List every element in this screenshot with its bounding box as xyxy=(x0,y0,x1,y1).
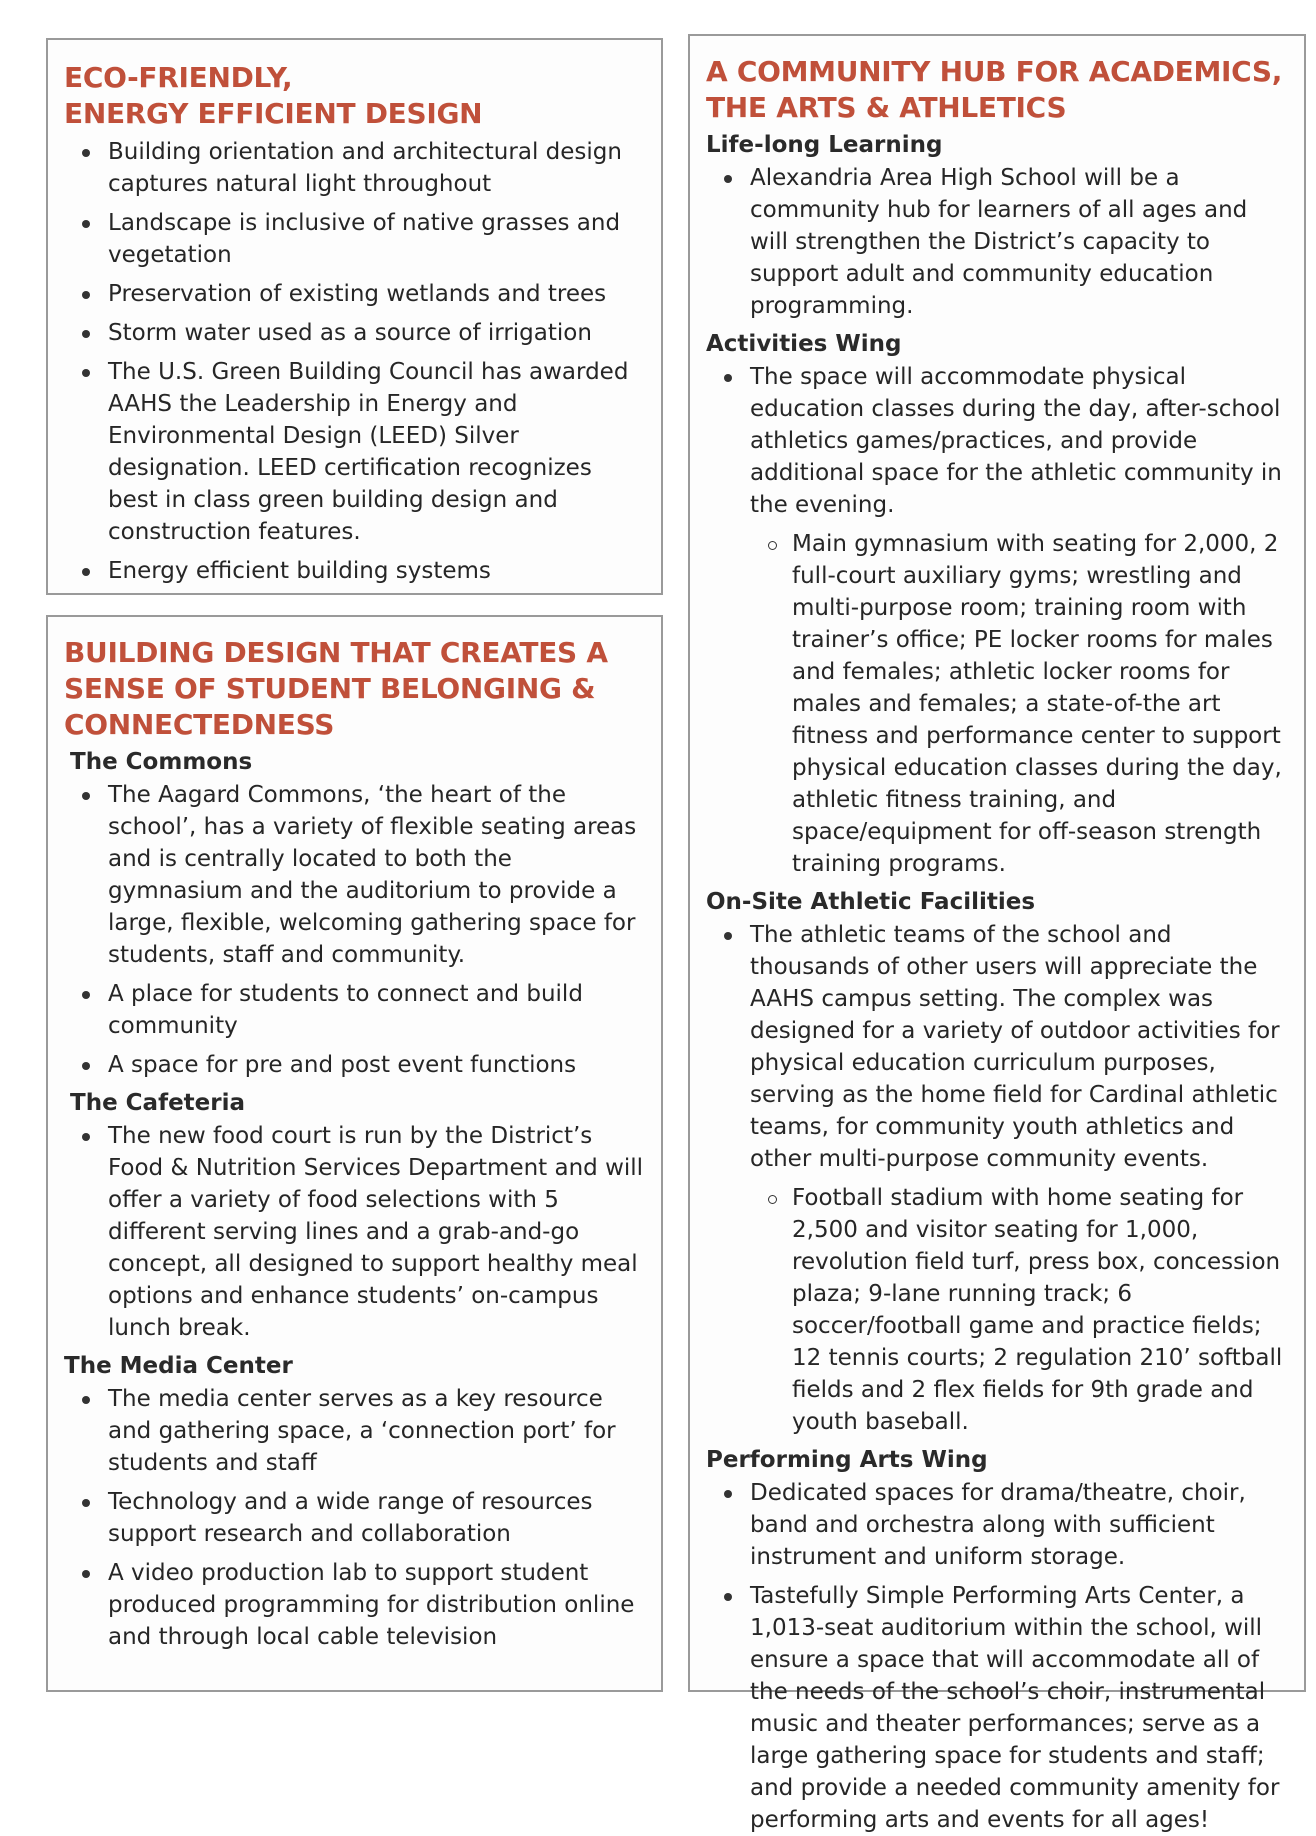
performing-arts-list xyxy=(706,1477,1288,1836)
list-item: The media center serves as a key resource and gathering space, a ‘connection port’ for students and staff xyxy=(74,1383,645,1479)
eco-friendly-title xyxy=(64,60,645,132)
eco-friendly-panel xyxy=(46,38,663,595)
media-center-heading: The Media Center xyxy=(64,1353,293,1379)
list-item: Preservation of existing wetlands and trees xyxy=(74,278,645,310)
commons-heading: The Commons xyxy=(70,749,253,775)
list-item: A place for students to connect and build community xyxy=(74,978,645,1042)
list-item: Landscape is inclusive of native grasses and vegetation xyxy=(74,207,645,271)
list-item: The space will accommodate physical education classes during the day, after-school athletics games/practices, and provide additional space for the athletic community in the evening. xyxy=(716,361,1288,521)
list-item: The athletic teams of the school and thousands of other users will appreciate the AAHS campus setting. The complex was designed for a variety of outdoor activities for physical education curriculum purposes, serving as the home field for Cardinal athletic teams, for community youth athletics and other multi-purpose community events. xyxy=(716,919,1288,1175)
list-item: The new food court is run by the District’s Food & Nutrition Services Department and will offer a variety of food selections with 5 different serving lines and a grab-and-go concept, all designed to support healthy meal options and enhance students’ on-campus lunch break. xyxy=(74,1120,645,1344)
sub-list-item: Football stadium with home seating for 2,500 and visitor seating for 1,000, revolution field turf, press box, concession plaza; 9-lane running track; 6 soccer/football game and practice fields; 12 tennis courts; 2 regulation 210’ softball fields and 2 flex fields for 9th grade and youth baseball. xyxy=(762,1182,1288,1438)
list-item: Tastefully Simple Performing Arts Center, a 1,013-seat auditorium within the school, will ensure a space that will accommodate all of the needs of the school’s choir, instrumental music and theater performances; serve as a large gathering space for students and staff; and provide a needed community amenity for performing arts and events for all ages! xyxy=(716,1580,1288,1836)
eco-title-line2: ENERGY EFFICIENT DESIGN xyxy=(64,97,483,130)
list-item: Energy efficient building systems xyxy=(74,555,645,587)
list-item: Technology and a wide range of resources support research and collaboration xyxy=(74,1486,645,1550)
activities-wing-list xyxy=(706,361,1288,880)
belonging-title xyxy=(64,635,645,743)
list-item: A space for pre and post event functions xyxy=(74,1049,645,1081)
eco-title-line1: ECO-FRIENDLY, xyxy=(64,61,293,94)
activities-wing-heading: Activities Wing xyxy=(706,331,902,357)
list-item: The U.S. Green Building Council has awarded AAHS the Leadership in Energy and Environmental Design (LEED) Silver designation. LEED certification recognizes best in class green building design and construction features. xyxy=(74,356,645,548)
eco-bullet-list xyxy=(64,136,645,587)
list-item: Dedicated spaces for drama/theatre, choir, band and orchestra along with sufficient instrument and uniform storage. xyxy=(716,1477,1288,1573)
belonging-title-line1: BUILDING DESIGN THAT CREATES A xyxy=(64,636,608,669)
list-item: Building orientation and architectural design captures natural light throughout xyxy=(74,136,645,200)
commons-list xyxy=(64,779,645,1081)
belonging-title-line2: SENSE OF STUDENT BELONGING & xyxy=(64,672,596,705)
community-hub-panel xyxy=(688,34,1306,1833)
cafeteria-list xyxy=(64,1120,645,1344)
student-belonging-panel xyxy=(46,615,663,1692)
belonging-title-line3: CONNECTEDNESS xyxy=(64,708,335,741)
list-item: Storm water used as a source of irrigation xyxy=(74,317,645,349)
list-item: Alexandria Area High School will be a community hub for learners of all ages and will strengthen the District’s capacity to support adult and community education programming. xyxy=(716,162,1288,322)
hub-title-line2: THE ARTS & ATHLETICS xyxy=(706,91,1067,124)
athletic-facilities-heading: On-Site Athletic Facilities xyxy=(706,889,1036,915)
sub-list-item: Main gymnasium with seating for 2,000, 2 full-court auxiliary gyms; wrestling and multi-purpose room; training room with trainer’s office; PE locker rooms for males and females; athletic locker rooms for males and females; a state-of-the art fitness and performance center to support physical education classes during the day, athletic fitness training, and space/equipment for off-season strength training programs. xyxy=(762,528,1288,880)
list-item: The Aagard Commons, ‘the heart of the school’, has a variety of flexible seating areas and is centrally located to both the gymnasium and the auditorium to provide a large, flexible, welcoming gathering space for students, staff and community. xyxy=(74,779,645,971)
cafeteria-heading: The Cafeteria xyxy=(70,1090,246,1116)
media-center-list xyxy=(64,1383,645,1653)
performing-arts-heading: Performing Arts Wing xyxy=(706,1447,988,1473)
community-hub-title xyxy=(706,54,1288,126)
list-item: A video production lab to support student produced programming for distribution online and through local cable television xyxy=(74,1557,645,1653)
lifelong-learning-list xyxy=(706,162,1288,322)
athletic-facilities-list xyxy=(706,919,1288,1438)
lifelong-learning-heading: Life-long Learning xyxy=(706,132,943,158)
hub-title-line1: A COMMUNITY HUB FOR ACADEMICS, xyxy=(706,55,1283,88)
